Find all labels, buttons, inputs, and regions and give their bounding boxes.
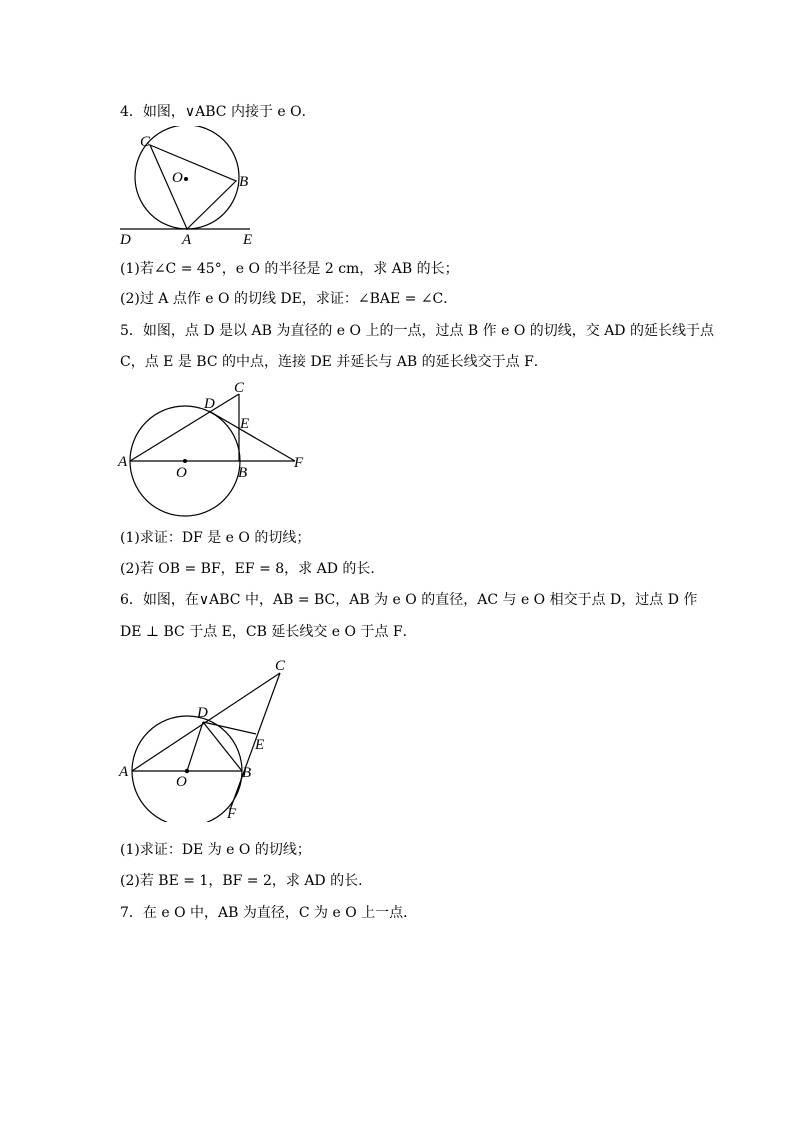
q5-part2: (2)若 OB = BF，EF = 8，求 AD 的长．: [120, 561, 385, 577]
q4-title: 4．如图，∨ABC 内接于 e O．: [120, 104, 316, 120]
label-a: A: [119, 764, 129, 780]
label-b: B: [242, 765, 252, 781]
line-ac: [132, 673, 280, 771]
label-e: E: [240, 416, 250, 432]
label-e: E: [243, 232, 253, 248]
label-d: D: [204, 396, 215, 412]
label-e: E: [255, 737, 265, 753]
q5-line2: C，点 E 是 BC 的中点，连接 DE 并延长与 AB 的延长线交于点 F．: [120, 354, 548, 370]
label-d: D: [120, 232, 131, 248]
line-ac: [130, 394, 239, 461]
center-dot: [184, 177, 188, 181]
label-c: C: [234, 380, 245, 396]
label-o: O: [176, 465, 187, 481]
q6-line2: DE ⊥ BC 于点 E，CB 延长线交 e O 于点 F．: [120, 624, 417, 640]
q5-line1: 5．如图，点 D 是以 AB 为直径的 e O 上的一点，过点 B 作 e O 的切线，交 AD 的延长线于点: [120, 323, 714, 339]
line-df: [209, 411, 295, 461]
q6-figure: [112, 654, 302, 822]
q5-figure: [112, 378, 312, 518]
label-f: F: [294, 455, 304, 471]
label-d: D: [197, 705, 208, 721]
label-o: O: [172, 170, 183, 186]
q6-part1: (1)求证：DE 为 e O 的切线；: [120, 842, 311, 858]
q4-part2: (2)过 A 点作 e O 的切线 DE，求证：∠BAE = ∠C．: [120, 291, 458, 307]
center-dot: [185, 769, 189, 773]
q4-figure: [112, 126, 272, 248]
label-a: A: [182, 232, 192, 248]
label-b: B: [239, 174, 249, 190]
q6-part2: (2)若 BE = 1，BF = 2，求 AD 的长．: [120, 873, 373, 889]
label-o: O: [176, 774, 187, 790]
label-c: C: [275, 658, 286, 674]
label-b: B: [238, 465, 248, 481]
q6-line1: 6．如图，在∨ABC 中，AB = BC，AB 为 e O 的直径，AC 与 e O 相交于点 D，过点 D 作: [120, 592, 698, 608]
label-a: A: [118, 454, 128, 470]
q7-line1: 7．在 e O 中，AB 为直径，C 为 e O 上一点．: [120, 905, 418, 921]
label-f: F: [227, 806, 237, 822]
label-c: C: [140, 134, 151, 150]
q4-part1: (1)若∠C = 45°，e O 的半径是 2 cm，求 AB 的长；: [120, 261, 459, 277]
q5-part1: (1)求证：DF 是 e O 的切线；: [120, 530, 311, 546]
center-dot: [183, 459, 187, 463]
triangle-abc: [150, 145, 236, 229]
